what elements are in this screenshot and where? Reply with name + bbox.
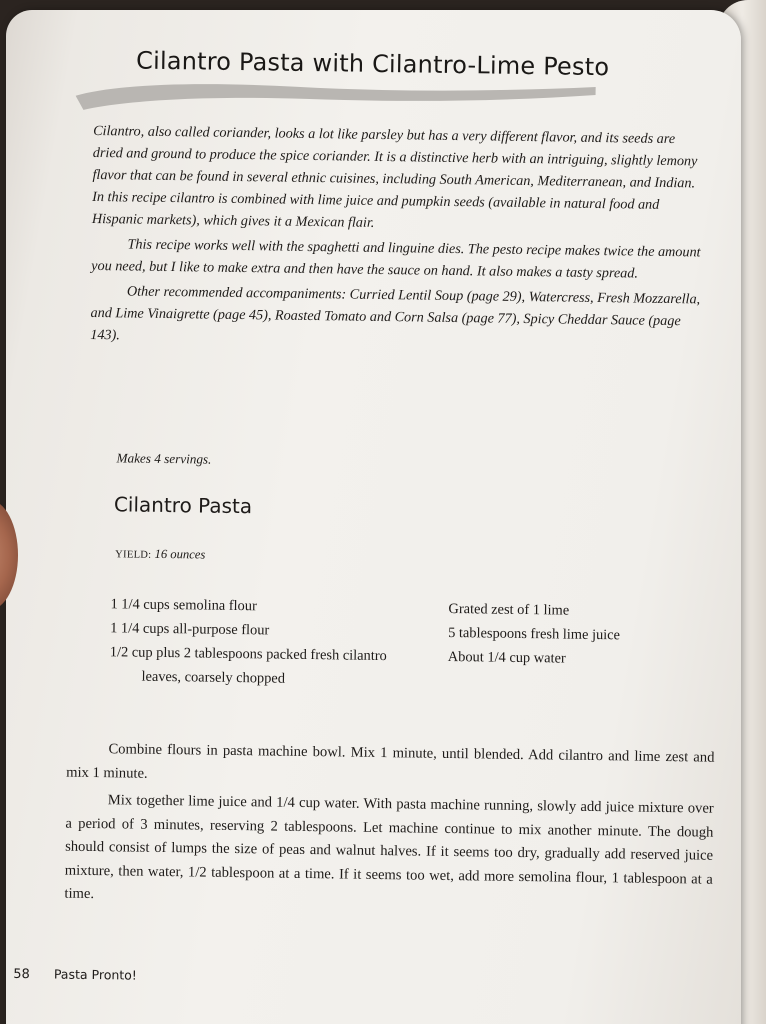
method-text — [64, 734, 714, 916]
ingredient-item: 1/2 cup plus 2 tablespoons packed fresh cilantro leaves, coarsely chopped — [109, 644, 387, 687]
servings-note: Makes 4 servings. — [116, 450, 212, 467]
ingredient-item: Grated zest of 1 lime — [448, 600, 570, 619]
method-paragraph: Mix together lime juice and 1/4 cup water. With pasta machine running, slowly add juice mixture over a period of 3 minutes, reserving 2 tablespoons. Let machine continue to mix another minute. The dough should consist of lumps the size of peas and walnut halves. If it seems too dry, gradually add reserved juice mixture, then water, 1/2 tablespoon at a time. If it seems too wet, add more semolina flour, 1 tablespoon at a time. — [64, 792, 714, 903]
page-footer — [13, 965, 137, 985]
ingredient-item: About 1/4 cup water — [447, 648, 566, 667]
intro-paragraph: Other recommended accompaniments: Curried Lentil Soup (page 29), Watercress, Fresh Mozzarella, and Lime Vinaigrette (page 45), Roasted Tomato and Corn Salsa (page 77), Spicy Cheddar Sauce (page 143). — [90, 283, 701, 344]
intro-paragraph: This recipe works well with the spaghetti and linguine dies. The pesto recipe makes twice the amount you need, but I like to make extra and then have the sauce on hand. It also makes a tasty spread. — [91, 236, 701, 282]
ingredient-item: 1 1/4 cups semolina flour — [110, 596, 257, 615]
ingredients-right-column — [448, 597, 729, 673]
title-swoosh-graphic — [75, 74, 596, 121]
yield-label: YIELD: — [115, 549, 152, 561]
yield-value: 16 ounces — [154, 546, 206, 562]
section-title: Cilantro Pasta — [113, 492, 253, 519]
intro-paragraph: Cilantro, also called coriander, looks a lot like parsley but has a very different flavor, and its seeds are dried and ground to produce the spice coriander. It is a distinctive herb with an intriguing, slightly lemony flavor that can be found in several ethnic cuisines, including South American, Mediterranean, and Indian. In this recipe cilantro is combined with lime juice and pumpkin seeds (available in natural food and Hispanic markets), which gives it a Mexican flair. — [91, 122, 698, 231]
ingredient-item: 1 1/4 cups all-purpose flour — [110, 620, 270, 639]
ingredient-item: 5 tablespoons fresh lime juice — [448, 624, 621, 644]
yield-line — [115, 546, 205, 562]
method-paragraph: Combine flours in pasta machine bowl. Mix 1 minute, until blended. Add cilantro and lime zest and mix 1 minute. — [66, 741, 715, 782]
ingredients-left-column — [109, 592, 410, 692]
intro-text — [90, 120, 705, 355]
book-title: Pasta Pronto! — [53, 966, 137, 983]
recipe-title: Cilantro Pasta with Cilantro-Lime Pesto — [135, 46, 610, 82]
page-number: 58 — [13, 966, 30, 983]
